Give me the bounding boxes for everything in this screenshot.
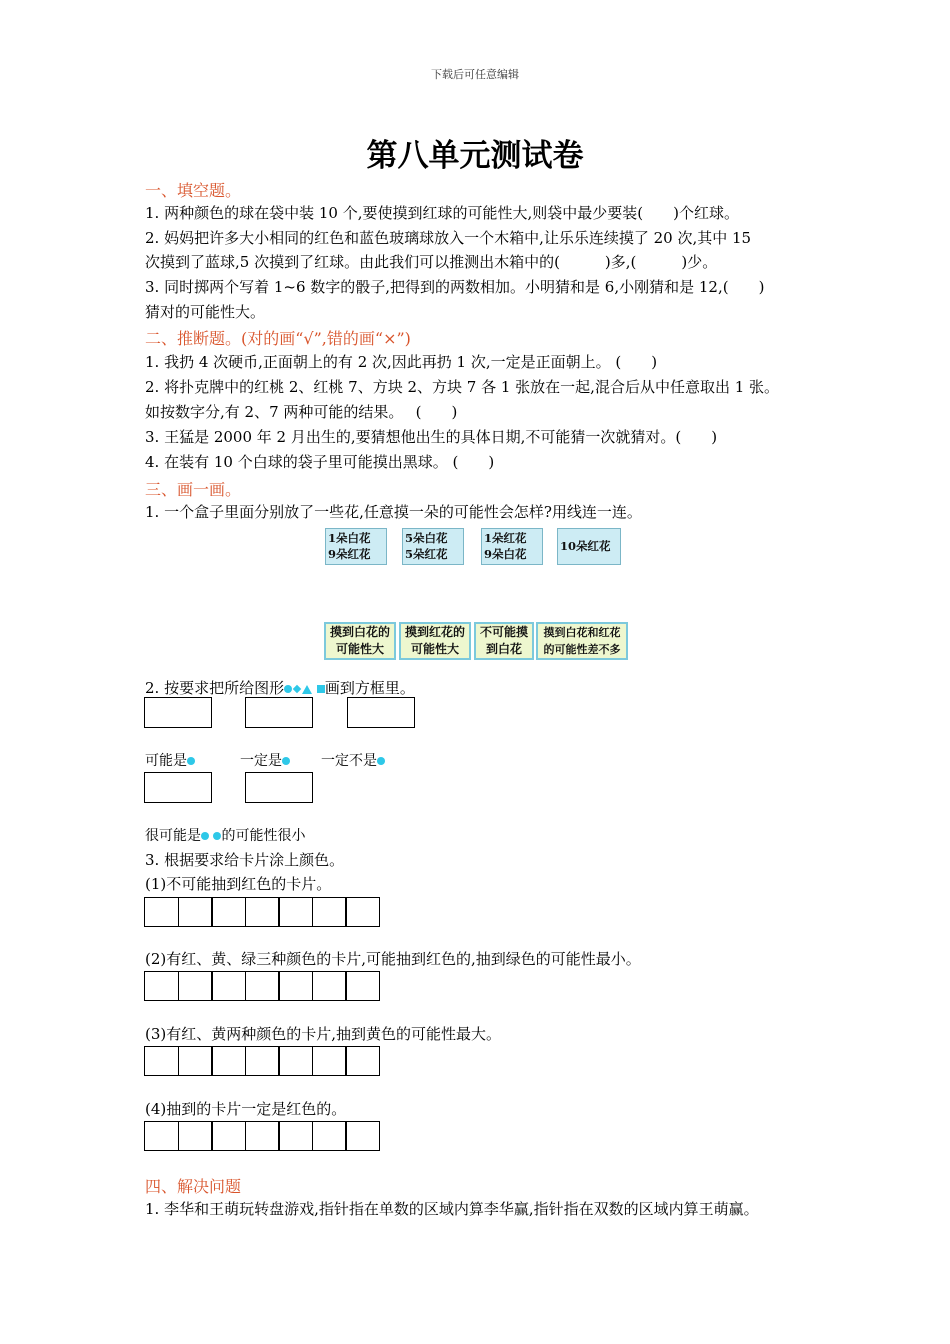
square-shape-icon [317,685,325,693]
flower-box-2 [402,528,464,565]
card-cell[interactable] [312,1121,347,1151]
flower-box-3-line2: 9朵白花 [484,547,527,561]
flower-box-4-line1: 10朵红花 [560,539,611,553]
page-header: 下载后可任意编辑 [431,68,519,81]
card-cell[interactable] [211,971,246,1001]
s2-q2a: 2. 将扑克牌中的红桃 2、红桃 7、方块 2、方块 7 各 1 张放在一起,混合后从中任意取出 1 张。 [145,378,780,396]
circle-icon [377,757,385,765]
caption-possible [145,750,195,770]
card-cell[interactable] [278,897,313,927]
triangle-shape-icon [302,685,312,694]
card-cell[interactable] [278,1121,313,1151]
s1-q2b: 次摸到了蓝球,5 次摸到了红球。由此我们可以推测出木箱中的( )多,( )少。 [145,253,718,271]
s3-q2-after: 画到方框里。 [324,679,415,697]
caption-unlikely-text: 的可能性很小 [221,828,306,844]
flower-box-1-line2: 9朵红花 [328,547,371,561]
card-cell[interactable] [245,1046,280,1076]
diamond-shape-icon [293,685,301,693]
caption-impossible [321,750,385,770]
prob-label-4 [536,622,628,660]
s3-sub2: (2)有红、黄、绿三种颜色的卡片,可能抽到红色的,抽到绿色的可能性最小。 [145,950,641,968]
s1-q3b: 猜对的可能性大。 [145,303,266,321]
page-title: 第八单元测试卷 [366,138,584,174]
s3-q2-before: 2. 按要求把所给图形 [145,679,285,697]
caption-likely-text: 很可能是 [145,828,201,844]
card-cell[interactable] [345,971,380,1001]
card-cell[interactable] [312,971,347,1001]
prob-label-3-line2: 到白花 [485,642,522,656]
card-row-1 [144,897,379,927]
card-cell[interactable] [245,971,280,1001]
s2-q1: 1. 我扔 4 次硬币,正面朝上的有 2 次,因此再扔 1 次,一定是正面朝上。 ( ) [145,353,658,371]
circle-shape-icon [284,685,292,693]
card-cell[interactable] [345,897,380,927]
s3-sub3: (3)有红、黄两种颜色的卡片,抽到黄色的可能性最大。 [145,1025,502,1043]
s3-sub1: (1)不可能抽到红色的卡片。 [145,875,332,893]
flower-box-3-line1: 1朵红花 [484,531,527,545]
card-row-2 [144,971,379,1001]
prob-label-2-line1: 摸到红花的 [404,625,465,639]
circle-icon [282,757,290,765]
section-4-title: 四、解决问题 [145,1177,242,1196]
s4-q1: 1. 李华和王萌玩转盘游戏,指针指在单数的区域内算李华赢,指针指在双数的区域内算王萌赢。 [145,1200,759,1218]
caption-certain [240,750,290,770]
prob-label-1 [324,622,396,660]
section-3-title: 三、画一画。 [145,480,242,499]
prob-label-4-line1: 摸到白花和红花 [543,626,621,639]
draw-box-2[interactable] [245,697,313,728]
circle-icon [187,757,195,765]
card-cell[interactable] [245,1121,280,1151]
card-cell[interactable] [211,1121,246,1151]
card-cell[interactable] [144,1121,179,1151]
section-1-title: 一、填空题。 [145,181,242,200]
s3-q3: 3. 根据要求给卡片涂上颜色。 [145,851,345,869]
s3-sub4: (4)抽到的卡片一定是红色的。 [145,1100,347,1118]
card-row-4 [144,1121,379,1151]
s1-q3a: 3. 同时掷两个写着 1~6 数字的骰子,把得到的两数相加。小明猜和是 6,小刚猜和是 12,( ) [145,278,765,296]
draw-box-1[interactable] [144,697,212,728]
card-cell[interactable] [312,897,347,927]
card-cell[interactable] [178,897,213,927]
draw-box-5[interactable] [245,772,313,803]
section-2-title: 二、推断题。(对的画“√”,错的画“×”) [145,329,411,348]
card-cell[interactable] [144,1046,179,1076]
card-cell[interactable] [278,1046,313,1076]
caption-certain-text: 一定是 [240,753,282,769]
flower-box-4 [557,528,621,565]
flower-box-2-line1: 5朵白花 [405,531,448,545]
prob-label-4-line2: 的可能性差不多 [543,643,621,656]
card-cell[interactable] [278,971,313,1001]
s1-q2a: 2. 妈妈把许多大小相同的红色和蓝色玻璃球放入一个木箱中,让乐乐连续摸了 20 次,其中 15 [145,229,752,247]
prob-label-3 [474,622,534,660]
card-cell[interactable] [211,897,246,927]
card-cell[interactable] [345,1046,380,1076]
prob-label-1-line1: 摸到白花的 [329,625,390,639]
flower-box-3 [481,528,543,565]
card-cell[interactable] [144,897,179,927]
caption-possible-text: 可能是 [145,753,187,769]
card-cell[interactable] [178,971,213,1001]
card-cell[interactable] [345,1121,380,1151]
s3-q1: 1. 一个盒子里面分别放了一些花,任意摸一朵的可能性会怎样?用线连一连。 [145,503,642,521]
flower-box-1 [325,528,387,565]
card-cell[interactable] [312,1046,347,1076]
flower-box-2-line2: 5朵红花 [405,547,448,561]
s2-q4: 4. 在装有 10 个白球的袋子里可能摸出黑球。 ( ) [145,453,495,471]
s1-q1: 1. 两种颜色的球在袋中装 10 个,要使摸到红球的可能性大,则袋中最少要装( )个红球。 [145,204,739,222]
flower-box-1-line1: 1朵白花 [328,531,371,545]
card-cell[interactable] [144,971,179,1001]
prob-label-2 [399,622,471,660]
card-cell[interactable] [211,1046,246,1076]
caption-likely [145,825,305,845]
s3-q2 [145,677,415,698]
caption-impossible-text: 一定不是 [321,753,377,769]
s2-q2b: 如按数字分,有 2、7 两种可能的结果。 ( ) [145,403,458,421]
card-row-3 [144,1046,379,1076]
draw-box-3[interactable] [347,697,415,728]
card-cell[interactable] [245,897,280,927]
prob-label-3-line1: 不可能摸 [479,625,528,639]
prob-label-2-line2: 可能性大 [410,642,459,656]
draw-box-4[interactable] [144,772,212,803]
card-cell[interactable] [178,1121,213,1151]
circle-icon [201,832,209,840]
card-cell[interactable] [178,1046,213,1076]
s2-q3: 3. 王猛是 2000 年 2 月出生的,要猜想他出生的具体日期,不可能猜一次就猜对。( ) [145,428,718,446]
prob-label-1-line2: 可能性大 [335,642,384,656]
